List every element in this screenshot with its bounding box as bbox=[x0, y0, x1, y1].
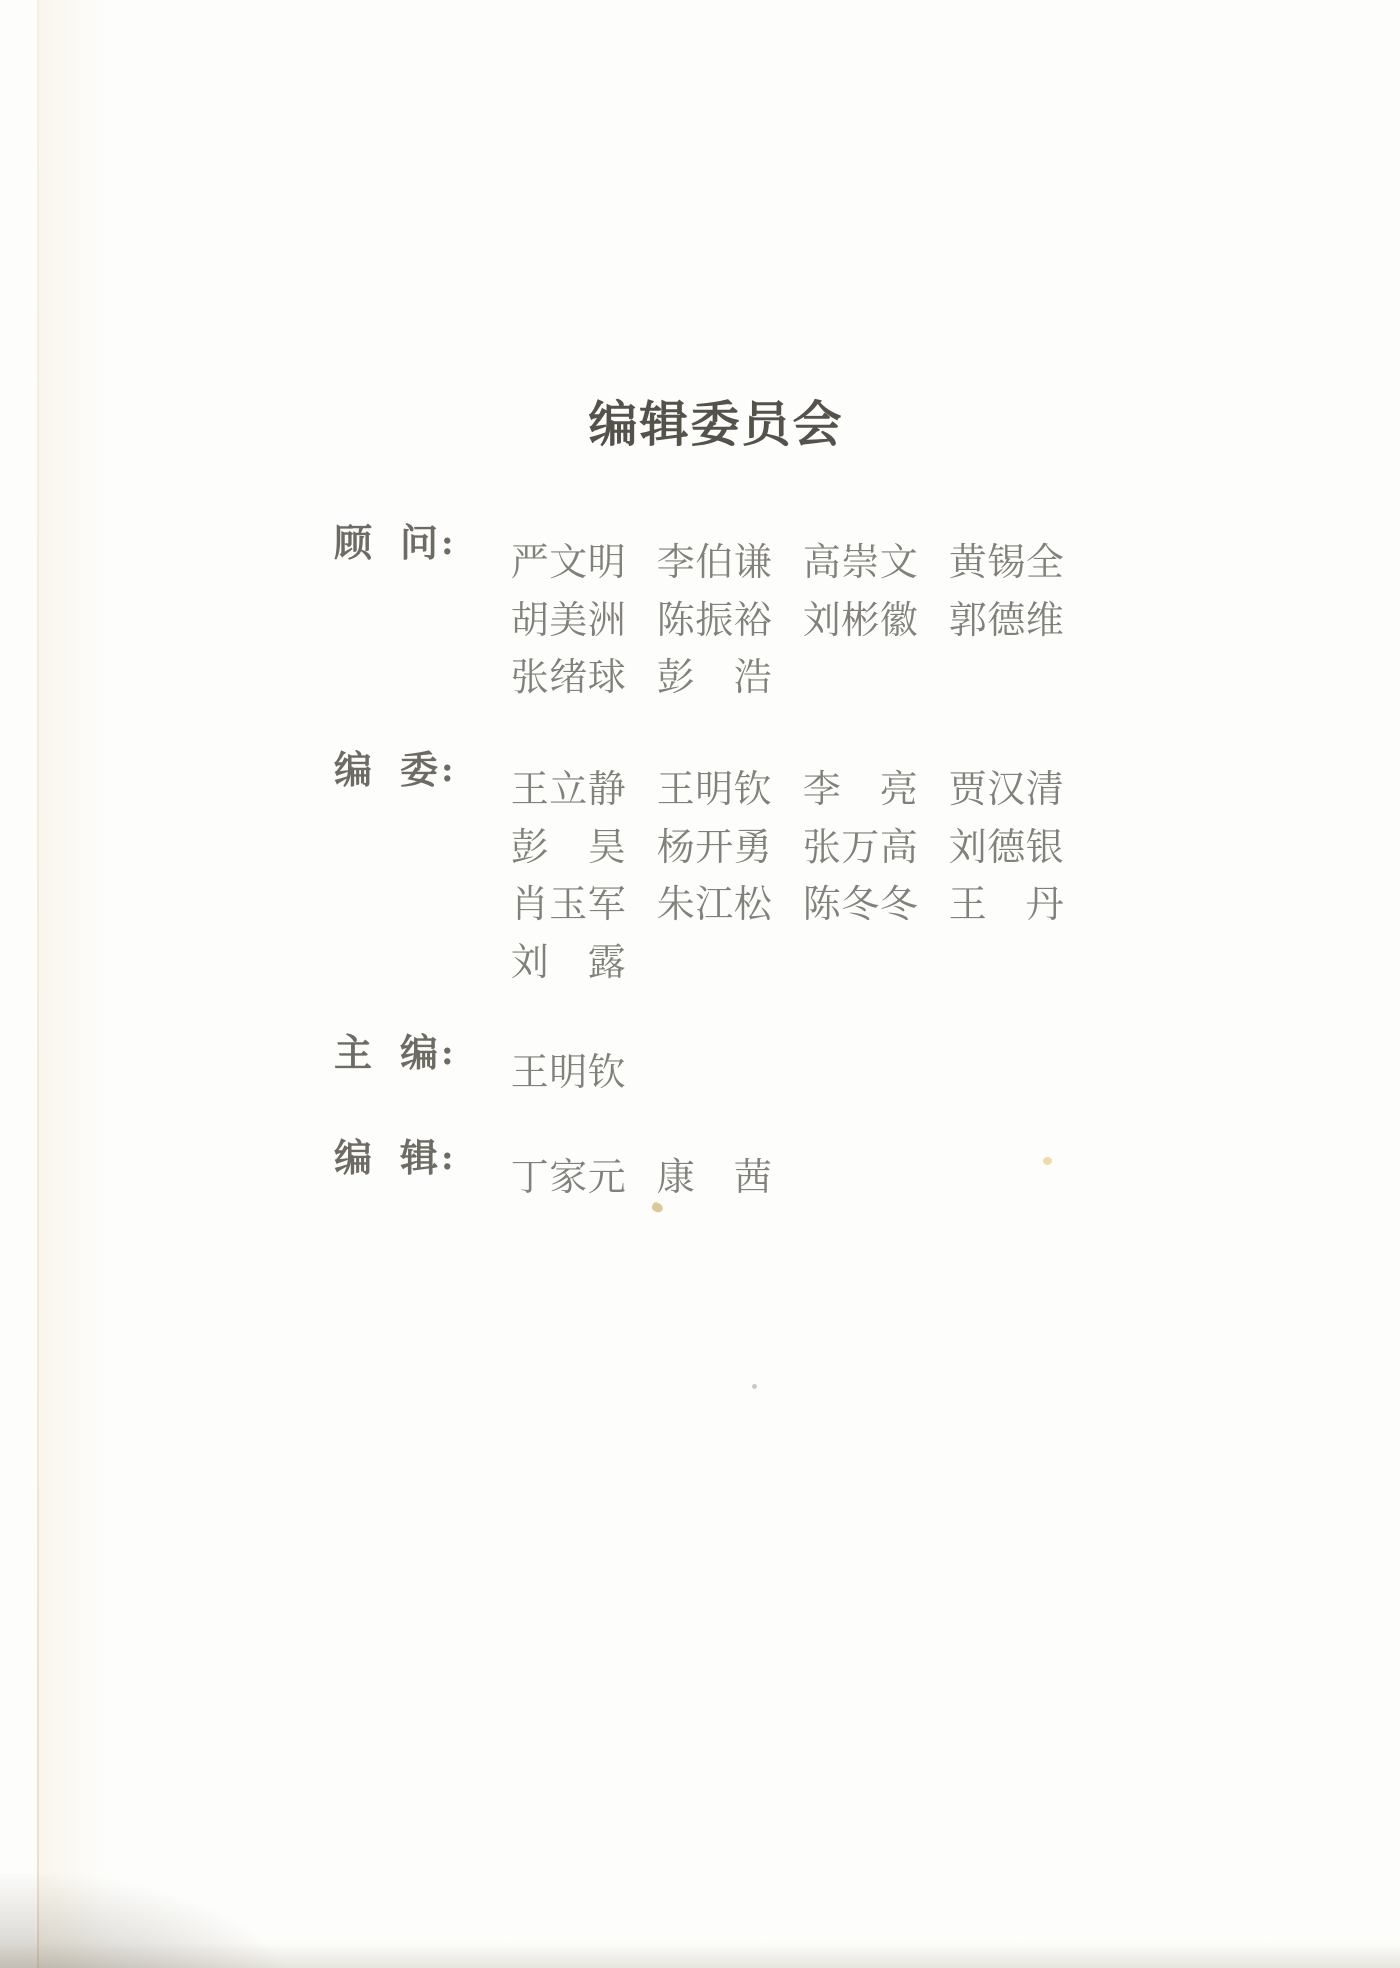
label-char: 委 bbox=[399, 747, 438, 792]
person-name: 王 丹 bbox=[948, 882, 1065, 926]
section-editors bbox=[334, 1135, 803, 1199]
person-name: 刘 露 bbox=[510, 939, 627, 984]
label-char: 编 bbox=[334, 747, 373, 792]
person-name: 王明钦 bbox=[656, 767, 773, 811]
name-row bbox=[470, 579, 1095, 642]
person-name: 丁家元 bbox=[510, 1155, 627, 1199]
person-name: 黄锡全 bbox=[948, 540, 1065, 584]
label-colon: : bbox=[441, 523, 454, 563]
paper-speck bbox=[1043, 1157, 1052, 1165]
chief-editor-rows bbox=[470, 1031, 657, 1094]
person-name: 胡美洲 bbox=[510, 597, 627, 642]
person-name: 彭 昊 bbox=[510, 824, 627, 869]
name-row bbox=[470, 748, 1095, 811]
person-name: 李 亮 bbox=[802, 767, 919, 811]
section-editorial-board bbox=[334, 747, 1095, 984]
person-name: 严文明 bbox=[510, 540, 627, 584]
person-name: 杨开勇 bbox=[656, 824, 773, 869]
section-label-editors bbox=[334, 1136, 438, 1180]
label-char: 辑 bbox=[399, 1135, 438, 1180]
section-chief-editor bbox=[334, 1030, 657, 1094]
person-name: 高崇文 bbox=[802, 540, 919, 584]
editorial-board-rows bbox=[470, 748, 1095, 984]
label-char: 主 bbox=[334, 1030, 373, 1075]
person-name: 康 茜 bbox=[656, 1155, 773, 1199]
name-row bbox=[470, 636, 1095, 699]
label-char: 顾 bbox=[334, 520, 373, 565]
person-name: 张绪球 bbox=[510, 655, 627, 699]
section-label-editorial-board bbox=[334, 748, 438, 792]
name-row bbox=[470, 1136, 803, 1199]
section-label-advisors bbox=[334, 521, 438, 565]
page-title: 编辑委员会 bbox=[588, 395, 844, 453]
label-colon: : bbox=[441, 1033, 454, 1073]
person-name: 张万高 bbox=[802, 824, 919, 869]
person-name: 刘彬徽 bbox=[802, 597, 919, 642]
label-char: 编 bbox=[334, 1135, 373, 1180]
corner-scan-shadow bbox=[0, 1873, 310, 1968]
label-colon: : bbox=[441, 750, 454, 790]
person-name: 王明钦 bbox=[510, 1050, 627, 1094]
person-name: 陈冬冬 bbox=[802, 882, 919, 926]
person-name: 陈振裕 bbox=[656, 597, 773, 642]
person-name: 郭德维 bbox=[948, 597, 1065, 642]
section-advisors bbox=[334, 520, 1095, 699]
person-name: 王立静 bbox=[510, 767, 627, 811]
name-row bbox=[470, 1031, 657, 1094]
editors-rows bbox=[470, 1136, 803, 1199]
name-row bbox=[470, 806, 1095, 869]
left-edge-tint bbox=[39, 0, 109, 1968]
name-row bbox=[470, 921, 1095, 984]
name-row bbox=[470, 521, 1095, 584]
person-name: 彭 浩 bbox=[656, 655, 773, 699]
section-label-chief-editor bbox=[334, 1031, 438, 1075]
label-colon: : bbox=[441, 1138, 454, 1178]
paper-speck bbox=[651, 1201, 665, 1214]
person-name: 刘德银 bbox=[948, 824, 1065, 869]
label-char: 问 bbox=[399, 520, 438, 565]
person-name: 李伯谦 bbox=[656, 540, 773, 584]
person-name: 贾汉清 bbox=[948, 767, 1065, 811]
advisors-rows bbox=[470, 521, 1095, 699]
label-char: 编 bbox=[399, 1030, 438, 1075]
name-row bbox=[470, 863, 1095, 926]
person-name: 朱江松 bbox=[656, 882, 773, 926]
person-name: 肖玉军 bbox=[510, 882, 627, 926]
paper-speck bbox=[752, 1384, 757, 1389]
